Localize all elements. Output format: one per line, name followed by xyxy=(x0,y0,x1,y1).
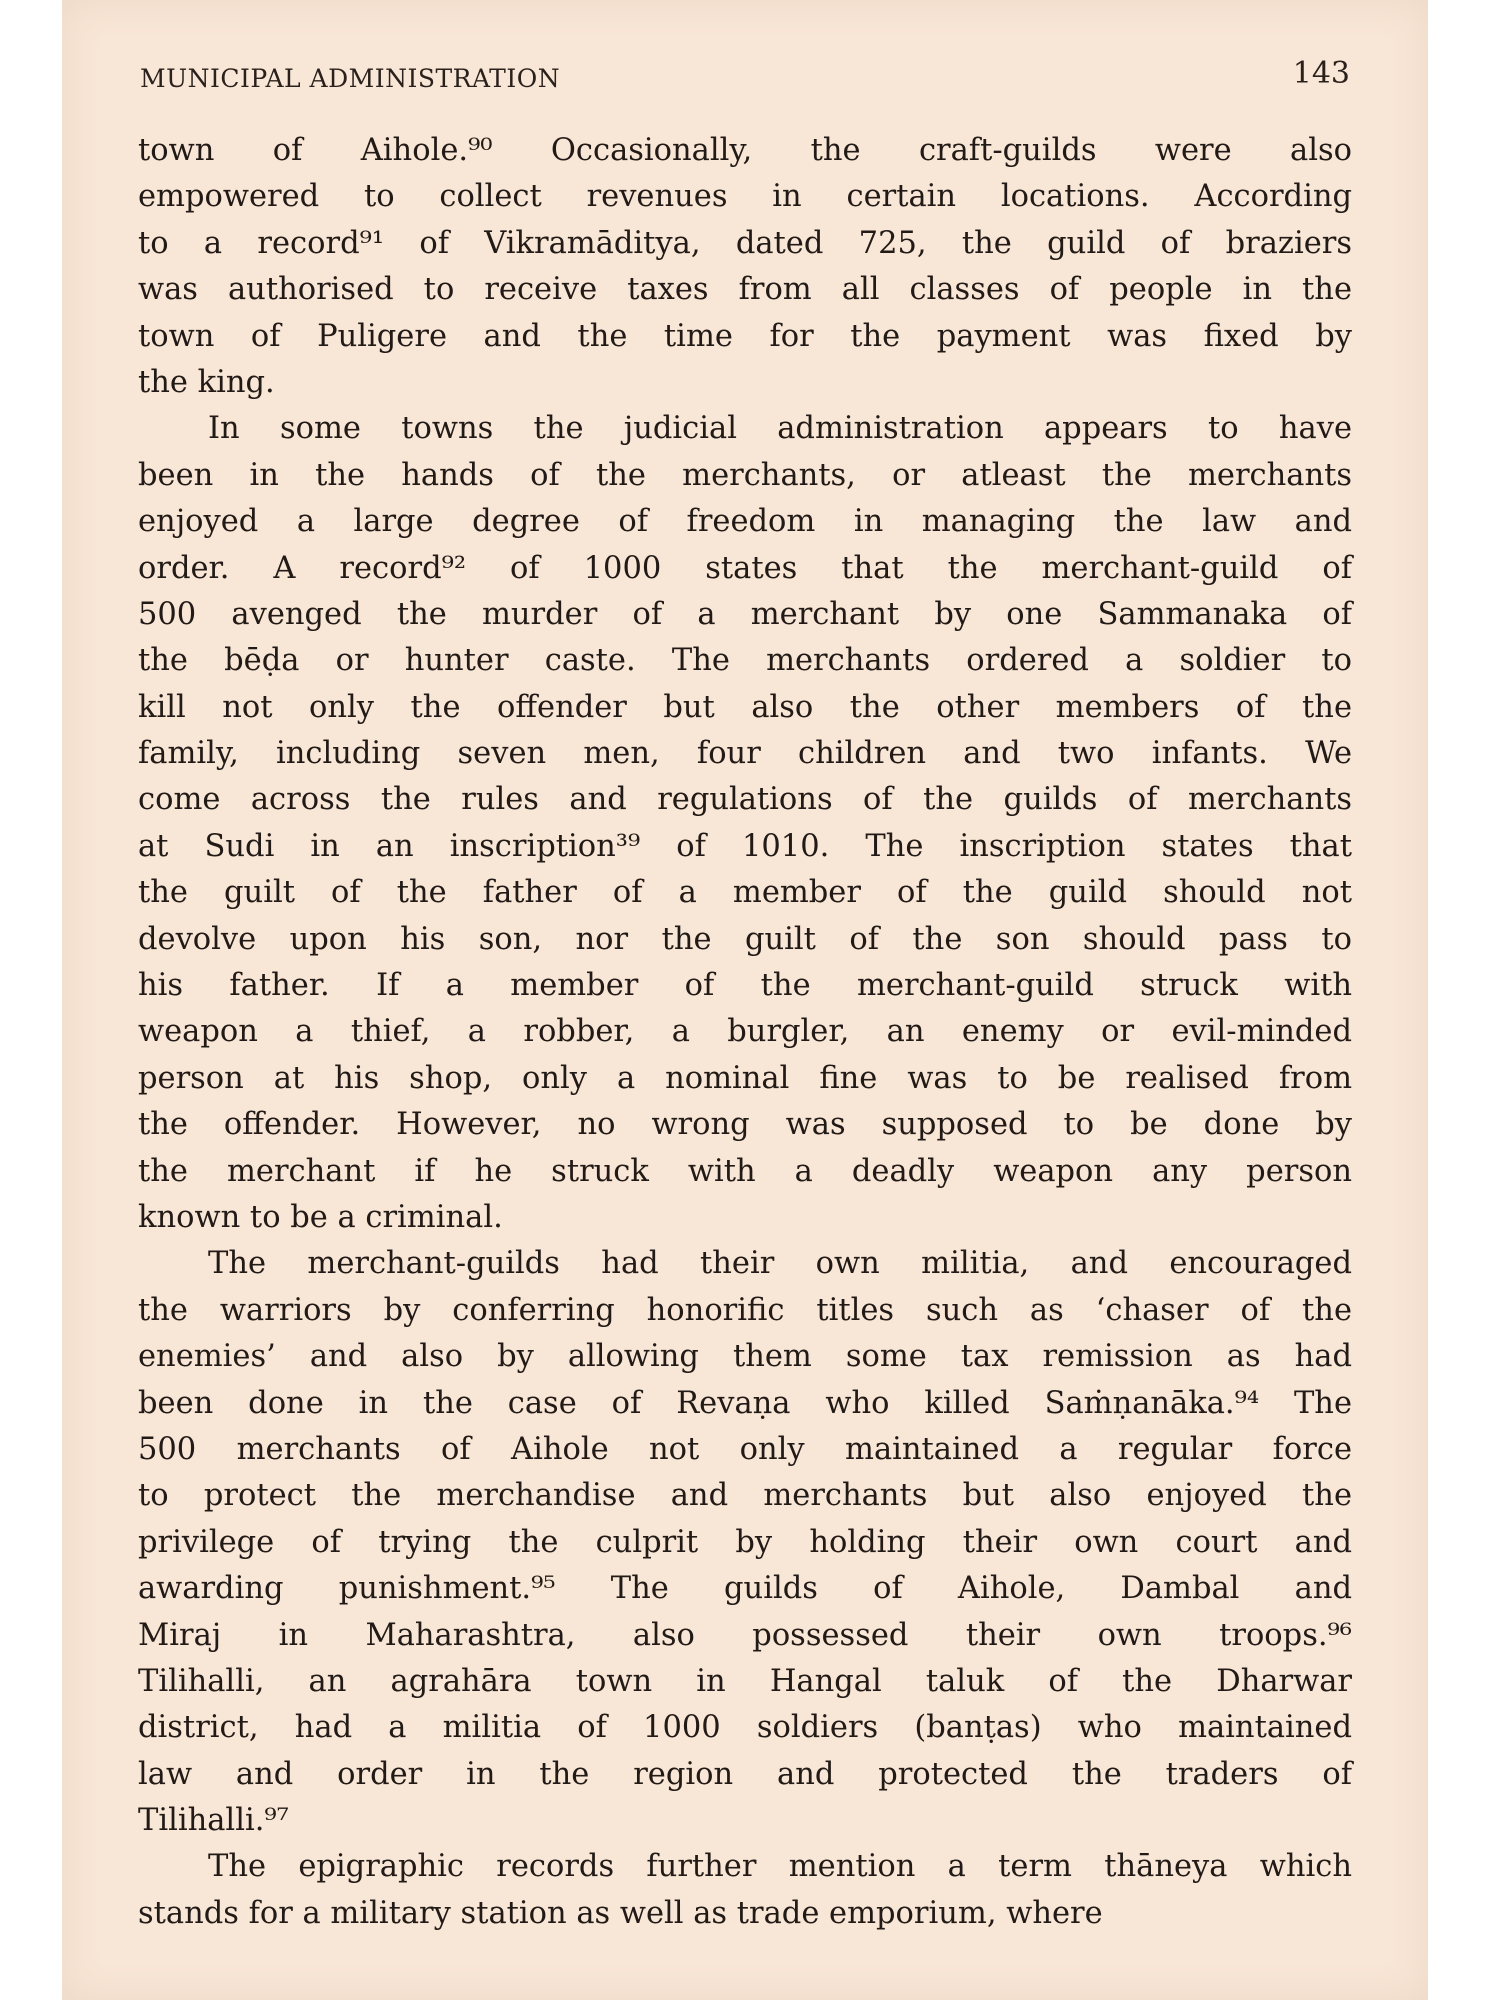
text-line: awarding punishment.⁹⁵ The guilds of Aihole, Dambal and xyxy=(138,1571,1352,1607)
text-line: to a record⁹¹ of Vikramāditya, dated 725, the guild of braziers xyxy=(138,225,1352,261)
text-line: devolve upon his son, nor the guilt of the son should pass to xyxy=(138,921,1352,957)
text-line: Tilihalli, an agrahāra town in Hangal taluk of the Dharwar xyxy=(138,1663,1352,1699)
text-line: town of Aihole.⁹⁰ Occasionally, the craft-guilds were also xyxy=(138,133,1352,168)
text-line: The epigraphic records further mention a term thāneya which xyxy=(208,1849,1352,1885)
text-line: at Sudi in an inscription³⁹ of 1010. The inscription states that xyxy=(138,828,1352,864)
text-line: to protect the merchandise and merchants but also enjoyed the xyxy=(138,1478,1352,1514)
paragraph xyxy=(138,1241,1352,1844)
text-line: the bēḍa or hunter caste. The merchants ordered a soldier to xyxy=(138,643,1352,679)
text-line: his father. If a member of the merchant-guild struck with xyxy=(138,968,1352,1004)
text-line: family, including seven men, four children and two infants. We xyxy=(138,736,1352,772)
text-line: kill not only the offender but also the other members of the xyxy=(138,689,1352,725)
text-line: stands for a military station as well as trade emporium, where xyxy=(138,1895,1103,1931)
text-line: enemies’ and also by allowing them some tax remission as had xyxy=(138,1339,1352,1375)
text-line: privilege of trying the culprit by holding their own court and xyxy=(138,1524,1352,1560)
text-line: the warriors by conferring honorific titles such as ‘chaser of the xyxy=(138,1292,1352,1328)
book-page xyxy=(62,0,1428,2000)
text-line: was authorised to receive taxes from all classes of people in the xyxy=(138,272,1352,308)
text-line: Tilihalli.⁹⁷ xyxy=(138,1803,289,1839)
text-line: weapon a thief, a robber, a burgler, an enemy or evil-minded xyxy=(138,1014,1352,1050)
text-line: been in the hands of the merchants, or atleast the merchants xyxy=(138,457,1352,493)
text-line: 500 avenged the murder of a merchant by one Sammanaka of xyxy=(138,596,1352,632)
paragraph xyxy=(138,128,1352,406)
text-line: been done in the case of Revaṇa who killed Saṁṇanāka.⁹⁴ The xyxy=(138,1385,1352,1421)
text-line: the guilt of the father of a member of the guild should not xyxy=(138,875,1352,911)
text-line: enjoyed a large degree of freedom in managing the law and xyxy=(138,504,1352,540)
text-line: empowered to collect revenues in certain locations. According xyxy=(138,179,1352,215)
body-text xyxy=(138,128,1352,1937)
text-line: the merchant if he struck with a deadly weapon any person xyxy=(138,1153,1352,1189)
text-line: known to be a criminal. xyxy=(138,1199,503,1235)
text-line: law and order in the region and protected the traders of xyxy=(138,1756,1352,1792)
text-line: Miraj in Maharashtra, also possessed their own troops.⁹⁶ xyxy=(138,1617,1352,1653)
text-line: person at his shop, only a nominal fine was to be realised from xyxy=(138,1060,1352,1096)
text-line: 500 merchants of Aihole not only maintained a regular force xyxy=(138,1431,1352,1467)
text-line: In some towns the judicial administration appears to have xyxy=(208,411,1352,447)
text-line: the king. xyxy=(138,364,275,400)
text-line: The merchant-guilds had their own militia, and encouraged xyxy=(208,1246,1352,1282)
paragraph xyxy=(138,406,1352,1241)
text-line: district, had a militia of 1000 soldiers (banṭas) who maintained xyxy=(138,1710,1352,1746)
text-line: the offender. However, no wrong was supposed to be done by xyxy=(138,1107,1352,1143)
paragraph xyxy=(138,1844,1352,1937)
text-line: town of Puligere and the time for the payment was fixed by xyxy=(138,318,1352,354)
text-line: come across the rules and regulations of the guilds of merchants xyxy=(138,782,1352,818)
page-header xyxy=(140,56,1350,96)
page-number: 143 xyxy=(1292,56,1350,91)
text-line: order. A record⁹² of 1000 states that the merchant-guild of xyxy=(138,550,1352,586)
running-head: MUNICIPAL ADMINISTRATION xyxy=(140,64,561,93)
